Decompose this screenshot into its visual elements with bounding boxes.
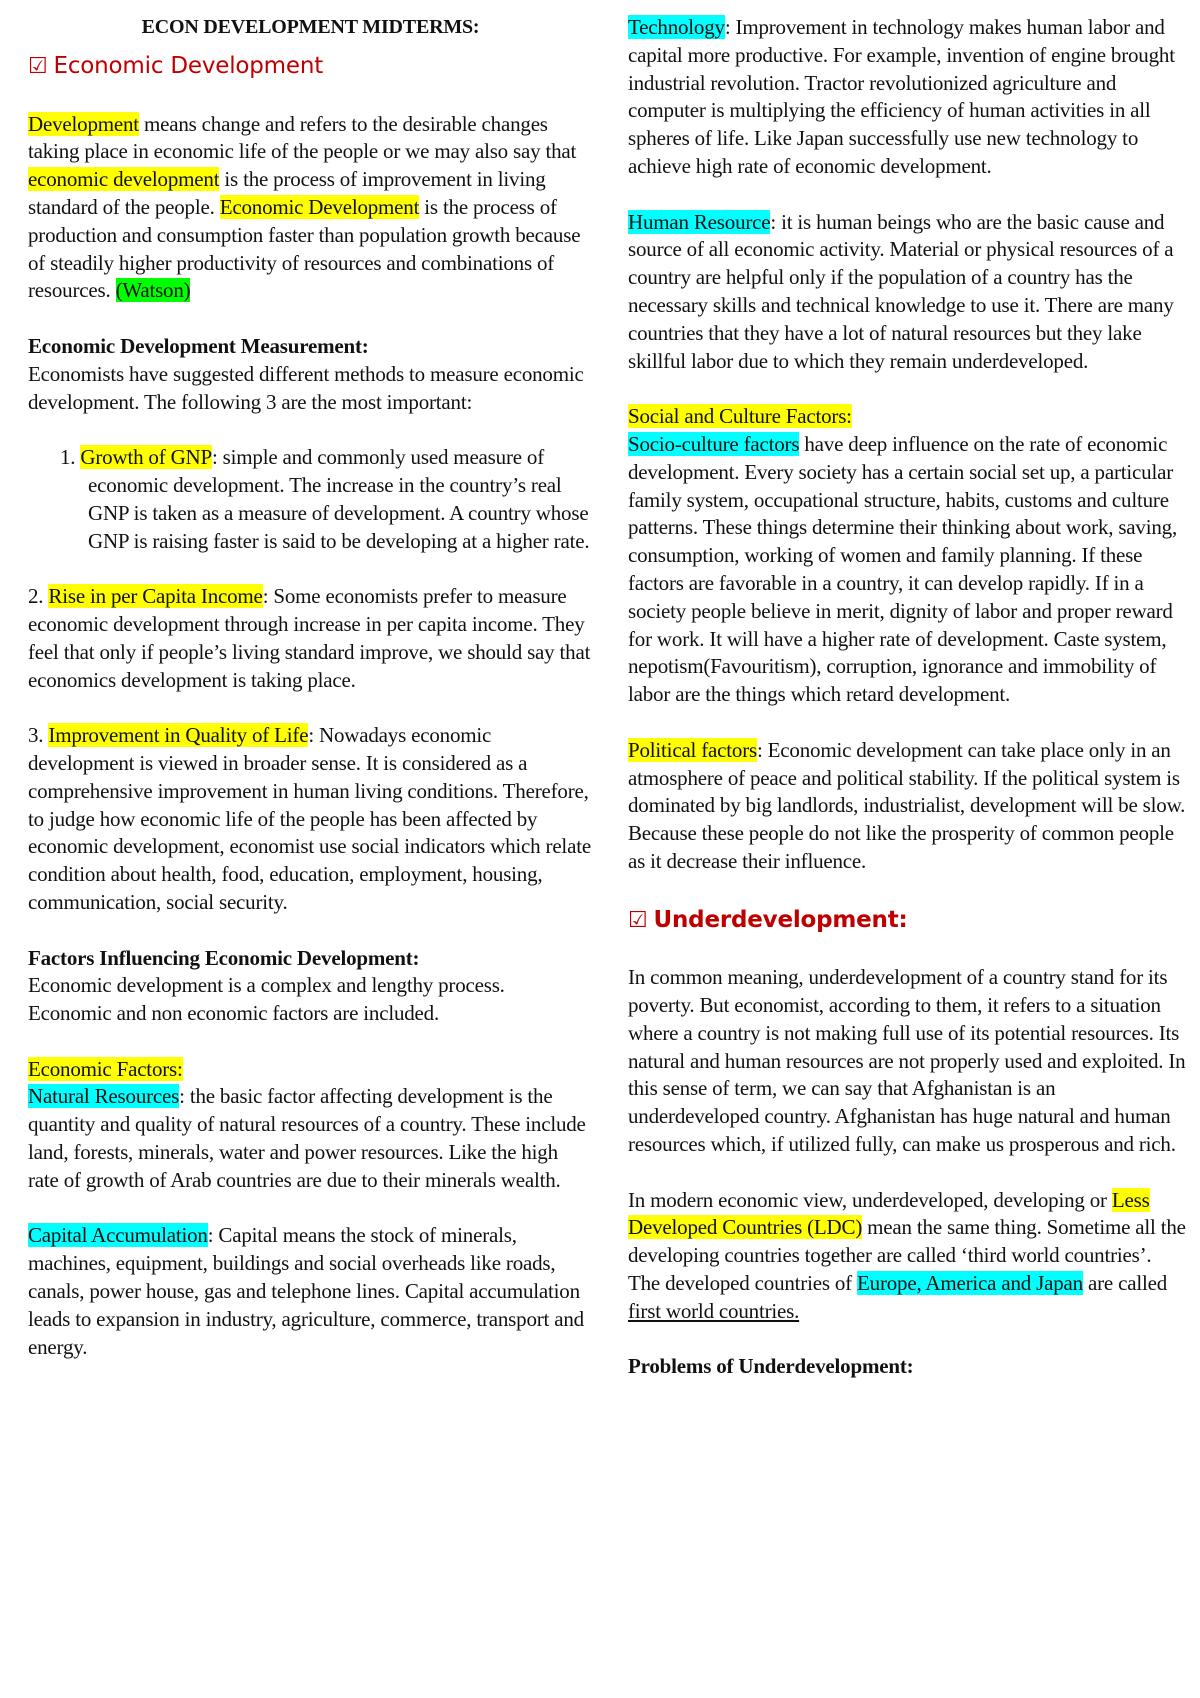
term-development: Development [28,111,139,136]
heading-economic-development-text: Economic Development [53,52,324,79]
development-definition-paragraph: Development means change and refers to the desirable changes taking place in economic life of the people or we may also say that economic development is the process of improvement in living standard of the people. Economic Development is the process of production and consumption faster than population growth because of steadily higher productivity of resources and combinations of resources. (Watson) [28,111,581,303]
document-title: ECON DEVELOPMENT MIDTERMS: [141,16,480,38]
term-political-factors: Political factors [628,737,757,762]
list-item-quality-of-life: 3. Improvement in Quality of Life: Nowadays economic development is viewed in broader sense. It is considered as a comprehensive improvement in human living conditions. Therefore, to judge how economic life of the people has been affected by economic development, economist use social indicators which relate condition about health, food, education, employment, housing, communication, social security. [28,723,591,914]
term-europe-america-japan: Europe, America and Japan [857,1271,1083,1296]
term-ldc: Less Developed Countries (LDC) [628,1187,1150,1240]
factors-intro: Economic development is a complex and lengthy process. Economic and non economic factors are included. [28,973,505,1026]
checkbox-checked-icon: ☑ [628,907,648,933]
heading-underdevelopment [628,904,1188,937]
heading-economic-development [28,50,593,83]
technology-paragraph: Technology: Improvement in technology makes human labor and capital more productive. For example, invention of engine brought industrial revolution. Tractor revolutionized agriculture and computer is multiplying the efficiency of human activities in all spheres of life. Like Japan successfully use new technology to achieve high rate of economic development. [628,15,1175,178]
term-technology: Technology [628,15,725,39]
measurement-intro: Economists have suggested different methods to measure economic development. The following 3 are the most important: [28,361,584,414]
measurement-heading: Economic Development Measurement: [28,333,369,358]
citation-watson: (Watson) [115,278,191,303]
term-natural-resources: Natural Resources [28,1084,180,1109]
term-human-resource: Human Resource [628,209,771,234]
term-first-world-countries: first world countries. [628,1298,800,1323]
human-resource-paragraph: Human Resource: it is human beings who are the basic cause and source of all economic activity. Material or physical resources of a country are helpful only if the population of a country has the necessary skills and technical knowledge to use it. There are many countries that they have a lot of natural resources but they lake skillful labor due to which they remain underdeveloped. [628,209,1174,373]
factors-heading: Factors Influencing Economic Development: [28,945,420,970]
underdevelopment-paragraph-1: In common meaning, underdevelopment of a country stand for its poverty. But economist, according to them, it refers to a situation where a country is not making full use of its potential resources. Its natural and human resources are not properly used and exploited. In this sense of term, we can say that Afghanistan is an underdeveloped country. Afghanistan has huge natural and human resources which, if utilized fully, can make us prosperous and rich. [628,965,1186,1157]
checkbox-checked-icon: ☑ [28,53,48,79]
term-capital-accumulation: Capital Accumulation [28,1223,208,1248]
term-growth-of-gnp: Growth of GNP [80,445,212,470]
term-economic-development-2: Economic Development [219,194,420,219]
underdevelopment-paragraph-2: In modern economic view, underdeveloped, developing or Less Developed Countries (LDC) mean the same thing. Sometime all the developing countries together are called ‘third world countries’. The developed countries of Europe, America and Japan are called first world countries. [628,1187,1186,1323]
list-item-per-capita-income: 2. Rise in per Capita Income: Some economists prefer to measure economic development through increase in per capita income. They feel that only if people’s living standard improve, we should say that economics development is taking place. [28,584,591,692]
political-factors-paragraph: Political factors: Economic development can take place only in an atmosphere of peace and political stability. If the political system is dominated by big landlords, industrialist, development will be slow. Because these people do not like the prosperity of common people as it decrease their influence. [628,737,1186,873]
problems-heading: Problems of Underdevelopment: [628,1354,914,1379]
social-culture-label: Social and Culture Factors: [628,404,852,429]
social-culture-label-line [628,403,1188,431]
right-column [628,14,1188,1381]
list-item-growth-gnp: 1. Growth of GNP: simple and commonly used measure of economic development. The increase in the country’s real GNP is taken as a measure of development. A country whose GNP is raising faster is said to be developing at a higher rate. [60,445,590,553]
term-socio-culture-factors: Socio-culture factors [628,431,800,456]
term-quality-of-life: Improvement in Quality of Life [48,723,309,748]
economic-factors-label: Economic Factors: [28,1056,183,1081]
economic-factors-label-line [28,1056,593,1084]
capital-accumulation-paragraph: Capital Accumulation: Capital means the stock of minerals, machines, equipment, buildings and social overheads like roads, canals, power house, gas and telephone lines. Capital accumulation leads to expansion in industry, agriculture, commerce, transport and energy. [28,1223,584,1359]
socio-culture-paragraph: Socio-culture factors have deep influence on the rate of economic development. Every society has a certain social set up, a particular family system, occupational structure, habits, customs and culture patterns. These things determine their thinking about work, saving, consumption, working of women and family planning. If these factors are favorable in a country, it can develop rapidly. If in a society people believe in merit, dignity of labor and proper reward for work. It will have a higher rate of development. Caste system, nepotism(Favouritism), corruption, ignorance and immobility of labor are the things which retard development. [628,431,1178,707]
natural-resources-paragraph: Natural Resources: the basic factor affecting development is the quantity and quality of natural resources of a country. These include land, forests, minerals, water and power resources. Like the high rate of growth of Arab countries are due to their minerals wealth. [28,1084,586,1192]
left-column [28,14,593,1361]
term-economic-development: economic development [28,167,220,192]
heading-underdevelopment-text: Underdevelopment: [653,906,908,933]
term-rise-per-capita-income: Rise in per Capita Income [48,584,263,609]
